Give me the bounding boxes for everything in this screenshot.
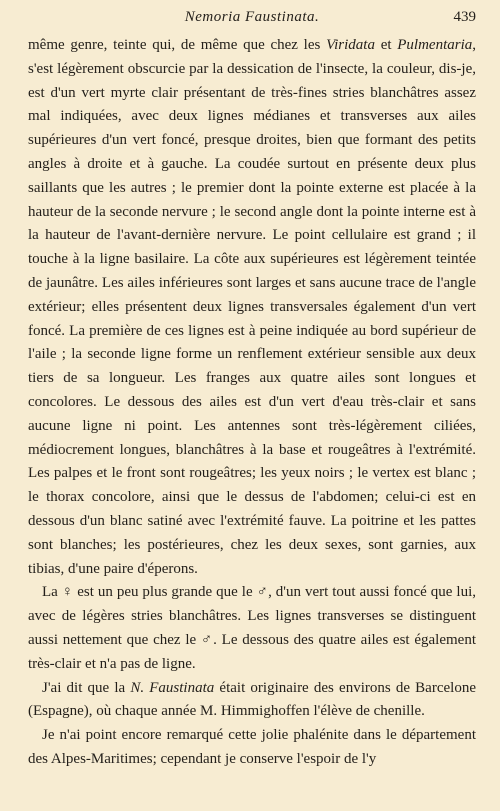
text-run: même genre, teinte qui, de même que chez les xyxy=(28,37,327,53)
italic-term: Viridata xyxy=(326,37,375,53)
italic-term: Pulmentaria xyxy=(397,37,473,53)
text-run: et xyxy=(374,37,398,53)
text-run: La ♀ est un peu plus grande que le ♂, d'un vert tout aussi foncé que lui, avec de légères stries blanchâtres. Les lignes transverses se distinguent aussi nettement que chez le ♂. Le dessous des quatre ailes est également très-clair et n'a pas de ligne. xyxy=(28,584,476,672)
italic-term: N. Faustinata xyxy=(130,679,215,696)
paragraph xyxy=(28,677,476,725)
page-number: 439 xyxy=(453,9,476,25)
paragraph xyxy=(28,581,476,676)
text-run: était originaire des environs de Barcelone (Espagne), où chaque année M. Himmighoffen l'élève de chenille. xyxy=(28,679,476,720)
text-run: Je n'ai point encore remarqué cette jolie phalénite dans le département des Alpes-Maritimes; cependant je conserve l'espoir de l'y xyxy=(28,727,476,767)
running-title: Nemoria Faustinata. xyxy=(184,9,320,25)
text-run: J'ai dit que la xyxy=(42,679,131,696)
body-text xyxy=(28,34,476,772)
book-page xyxy=(0,4,500,811)
paragraph xyxy=(28,724,476,772)
paragraph xyxy=(28,34,476,581)
text-run: , s'est légèrement obscurcie par la dessication de l'insecte, la couleur, dis-je, est d'un vert myrte clair présentant de très-fines stries blanchâtres assez mal indiquées, avec deux lignes médianes et transverses aux ailes supérieures d'un vert foncé, presque droites, bien que formant des petits angles à droite et à gauche. La coudée surtout en présente deux plus saillants que les autres ; le premier dont la pointe externe est placée à la hauteur de la seconde nervure ; le second angle dont la pointe interne est à la hauteur de l'avant-dernière nervure. Le point cellulaire est grand ; il touche à la ligne basilaire. La côte aux supérieures est légèrement teintée de jaunâtre. Les ailes inférieures sont larges et sans aucune trace de l'angle extérieur; elles présentent deux lignes transversales également d'un vert foncé. La première de ces lignes est à peine indiquée au bord supérieur de l'aile ; la seconde ligne forme un renflement extérieur sensible aux deux tiers de sa longueur. Les franges aux quatre ailes sont longues et concolores. Le dessous des ailes est d'un vert d'eau très-clair et sans aucune ligne ni point. Les antennes sont très-légèrement ciliées, médiocrement longues, blanchâtres à la base et rougeâtres à l'extrémité. Les palpes et le front sont rougeâtres; les yeux noirs ; le vertex est blanc ; le thorax concolore, ainsi que le dessus de l'abdomen; celui-ci est en dessous d'un blanc satiné avec l'extrémité fauve. La poitrine et les pattes sont blanches; les postérieures, chez les deux sexes, sont garnies, aux tibias, d'une paire d'éperons. xyxy=(28,37,476,577)
running-header xyxy=(28,4,476,30)
